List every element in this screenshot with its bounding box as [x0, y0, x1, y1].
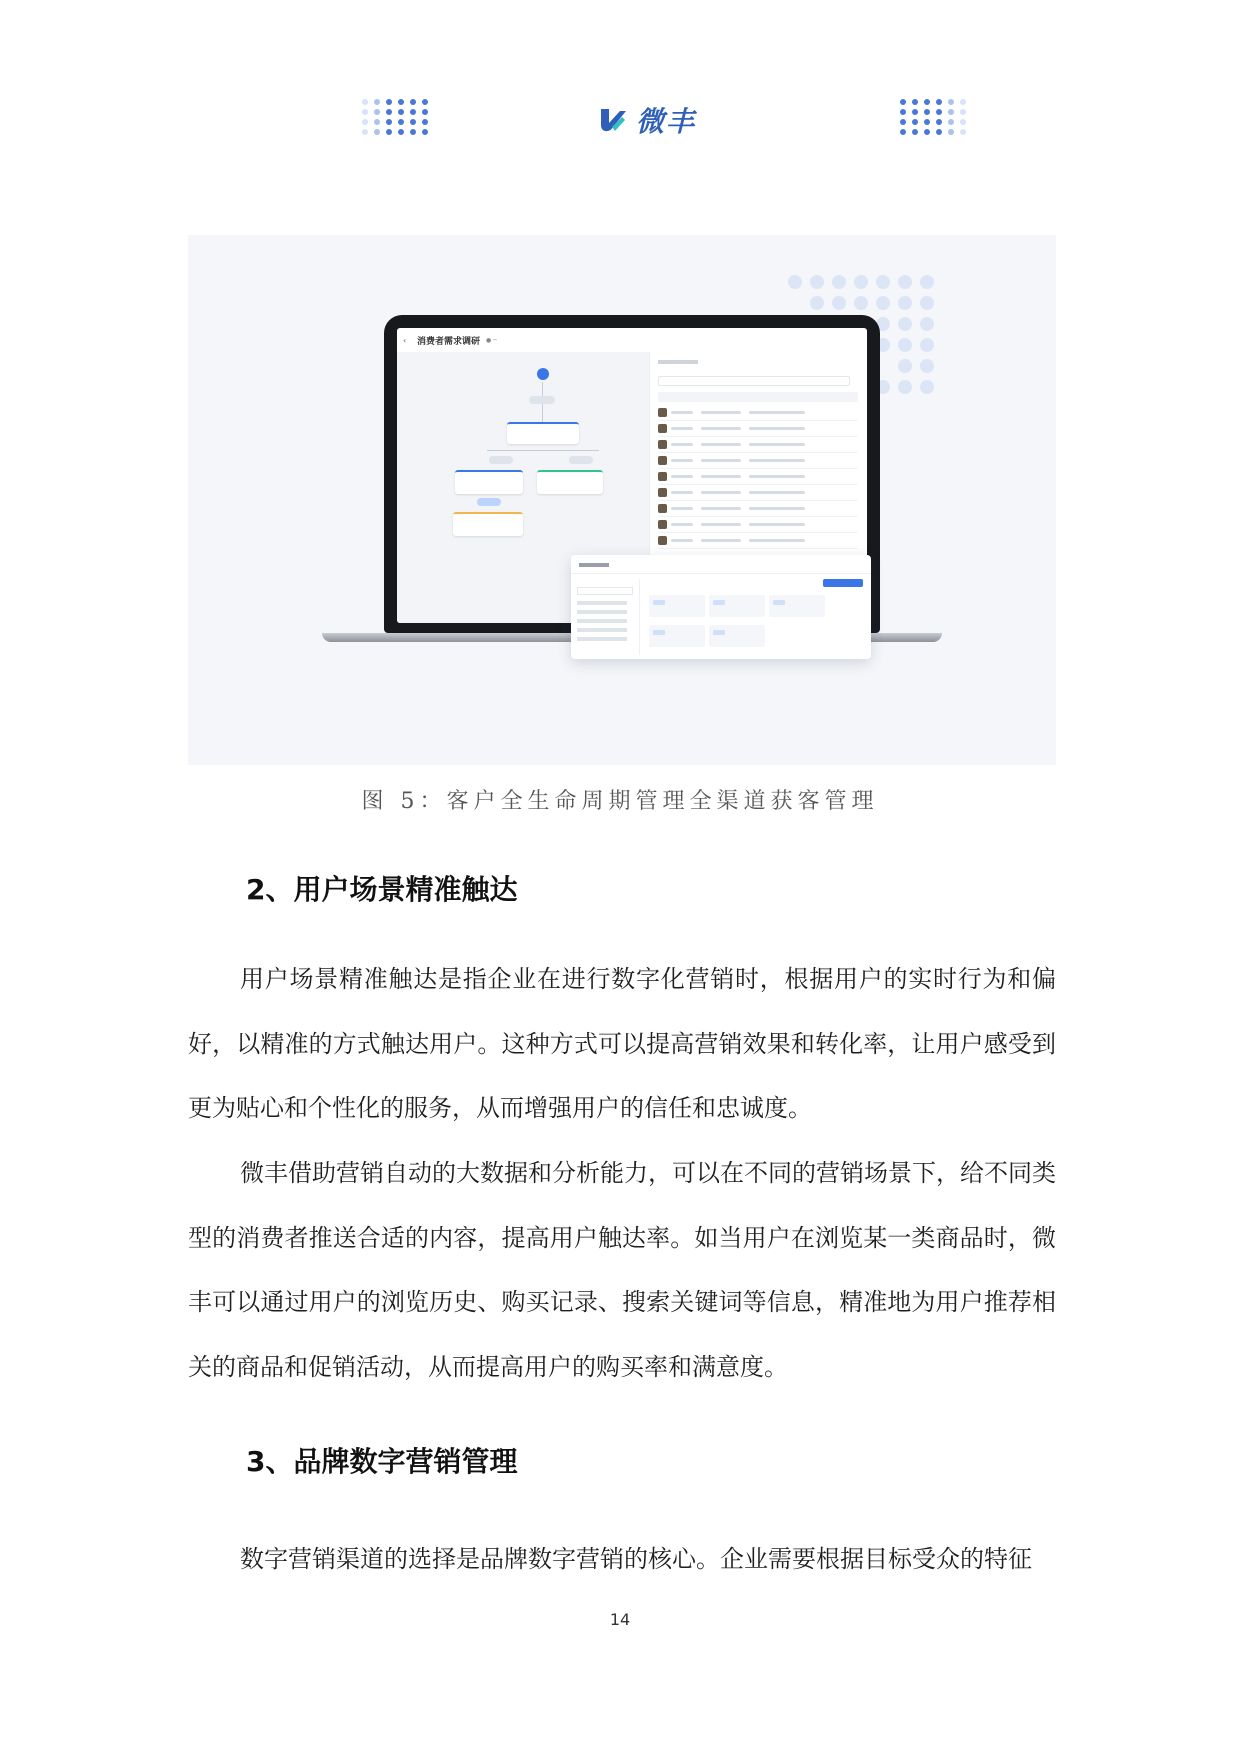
flow-branch-label	[569, 456, 593, 464]
page-number: 14	[609, 1610, 631, 1629]
flow-branch-label	[489, 456, 513, 464]
table-row	[658, 436, 858, 453]
group-tile	[709, 595, 765, 617]
brand-logo-icon	[598, 105, 628, 135]
table-row	[658, 484, 858, 501]
table-row	[658, 516, 858, 533]
flow-connector	[487, 450, 599, 451]
date-filter-input	[658, 376, 850, 386]
flow-node-action	[507, 422, 579, 444]
body-paragraph: 数字营销渠道的选择是品牌数字营销的核心。企业需要根据目标受众的特征	[240, 1545, 1032, 1573]
header-dot-pattern-right	[900, 99, 968, 135]
table-row	[658, 500, 858, 517]
brand-logo	[598, 100, 696, 140]
table-row	[658, 420, 858, 437]
group-tile	[649, 625, 705, 647]
flow-branch-label	[477, 498, 501, 506]
flow-branch-label	[529, 396, 555, 404]
body-paragraph: 用户场景精准触达是指企业在进行数字化营销时，根据用户的实时行为和偏好，以精准的方式触达用户。这种方式可以提高营销效果和转化率，让用户感受到更为贴心和个性化的服务，从而增强用户的信任和忠诚度。	[188, 965, 1056, 1122]
table-row	[658, 468, 858, 485]
group-list-item	[577, 637, 627, 641]
table-row	[658, 532, 858, 549]
flow-node-wait	[453, 512, 523, 536]
customer-group-card	[571, 555, 871, 659]
figure-caption: 图 5：客户全生命周期管理全渠道获客管理	[361, 789, 879, 814]
group-search-input	[577, 587, 633, 595]
section-heading: 2、用户场景精准触达	[246, 873, 518, 906]
section-heading: 3、品牌数字营销管理	[246, 1445, 518, 1478]
group-list-item	[577, 619, 627, 623]
group-list-item	[577, 628, 627, 632]
group-sidebar	[577, 579, 640, 655]
product-screenshot-figure	[188, 235, 1056, 765]
back-arrow-icon: ‹	[403, 335, 407, 345]
body-paragraph: 微丰借助营销自动的大数据和分析能力，可以在不同的营销场景下，给不同类型的消费者推送合适的内容，提高用户触达率。如当用户在浏览某一类商品时，微丰可以通过用户的浏览历史、购买记录、搜索关键词等信息，精准地为用户推荐相关的商品和促销活动，从而提高用户的购买率和满意度。	[188, 1159, 1056, 1381]
panel-title-placeholder	[658, 360, 698, 364]
group-tile	[649, 595, 705, 617]
add-group-button	[823, 579, 863, 587]
app-status-indicator: ● ─	[486, 336, 497, 344]
flow-node-message	[537, 470, 603, 494]
flow-node-condition	[455, 470, 523, 494]
flow-start-node-icon	[537, 368, 549, 380]
app-title: 消费者需求调研	[417, 336, 481, 347]
card-title-placeholder	[579, 563, 609, 567]
table-row	[658, 452, 858, 469]
header-dot-pattern-left	[362, 99, 430, 135]
group-list-item	[577, 610, 627, 614]
app-title-bar	[397, 328, 867, 353]
group-tile	[709, 625, 765, 647]
group-list-item	[577, 601, 627, 605]
group-tile	[769, 595, 825, 617]
table-row	[658, 404, 858, 421]
table-header	[658, 392, 858, 402]
card-divider	[571, 573, 871, 574]
brand-name: 微丰	[636, 105, 697, 138]
